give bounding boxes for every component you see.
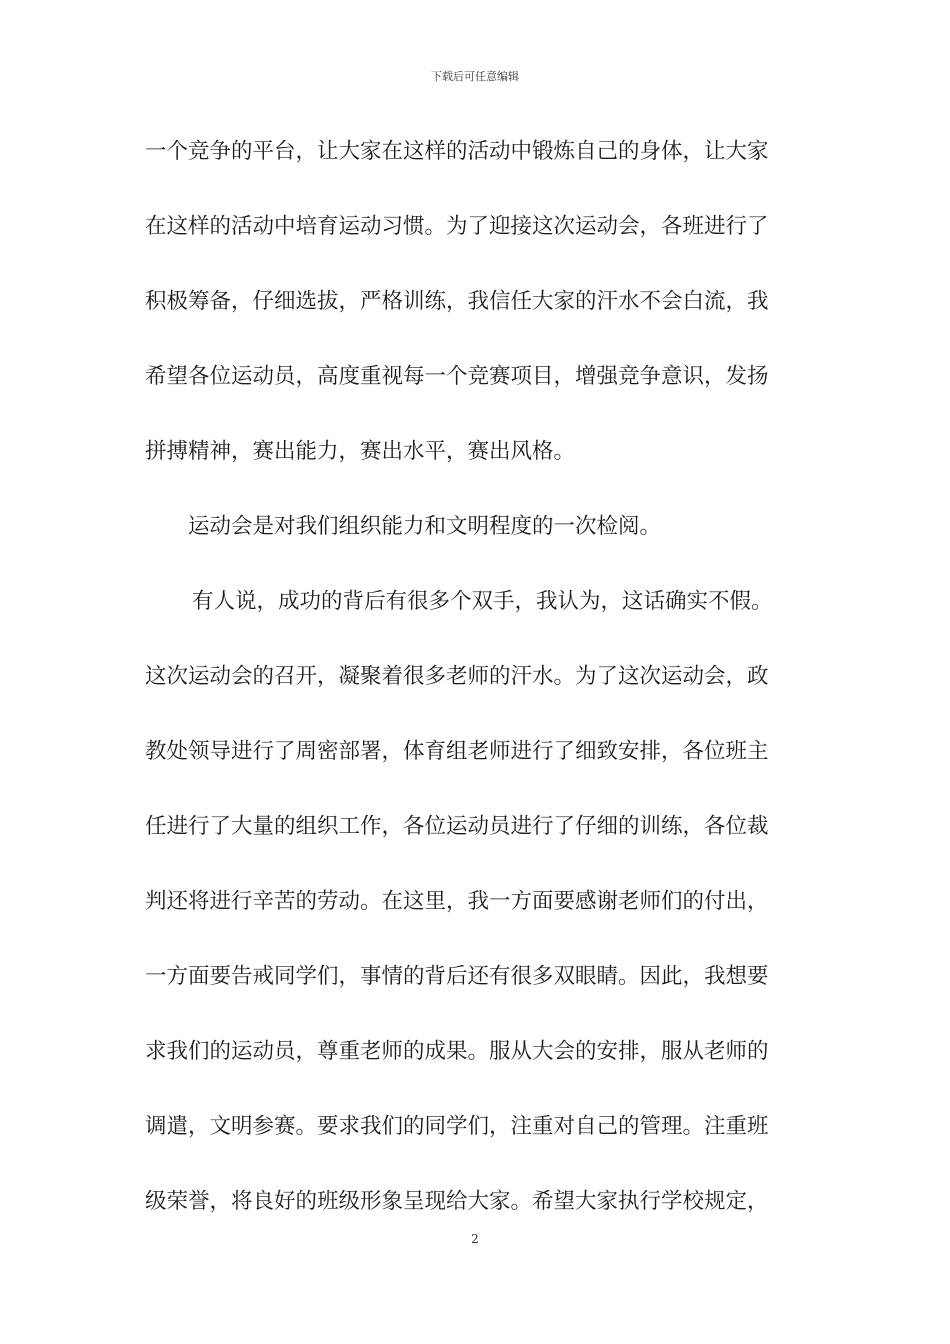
text-line: 调遣，文明参赛。要求我们的同学们，注重对自己的管理。注重班: [145, 1114, 769, 1139]
text-line: 拼搏精神，赛出能力，赛出水平，赛出风格。: [145, 439, 576, 464]
page-number: 2: [471, 1232, 479, 1246]
paragraph-first-line: 运动会是对我们组织能力和文明程度的一次检阅。: [188, 514, 662, 539]
text-line: 在这样的活动中培育运动习惯。为了迎接这次运动会，各班进行了: [145, 214, 769, 239]
text-line: 积极筹备，仔细选拔，严格训练，我信任大家的汗水不会白流，我: [145, 289, 769, 314]
text-line: 级荣誉，将良好的班级形象呈现给大家。希望大家执行学校规定，: [145, 1189, 769, 1214]
text-line: 任进行了大量的组织工作，各位运动员进行了仔细的训练，各位裁: [145, 814, 769, 839]
text-line: 一方面要告戒同学们，事情的背后还有很多双眼睛。因此，我想要: [145, 964, 769, 989]
text-line: 希望各位运动员，高度重视每一个竞赛项目，增强竞争意识，发扬: [145, 364, 769, 389]
text-line: 一个竞争的平台，让大家在这样的活动中锻炼自己的身体，让大家: [145, 139, 769, 164]
text-line: 教处领导进行了周密部署，体育组老师进行了细致安排，各位班主: [145, 739, 769, 764]
text-line: 这次运动会的召开，凝聚着很多老师的汗水。为了这次运动会，政: [145, 664, 769, 689]
text-line: 求我们的运动员，尊重老师的成果。服从大会的安排，服从老师的: [145, 1039, 769, 1064]
text-line: 判还将进行辛苦的劳动。在这里，我一方面要感谢老师们的付出，: [145, 889, 769, 914]
document-body: [145, 127, 810, 1252]
page-header-note: 下载后可任意编辑: [431, 70, 519, 83]
paragraph-first-line: 有人说，成功的背后有很多个双手，我认为，这话确实不假。: [192, 589, 773, 614]
